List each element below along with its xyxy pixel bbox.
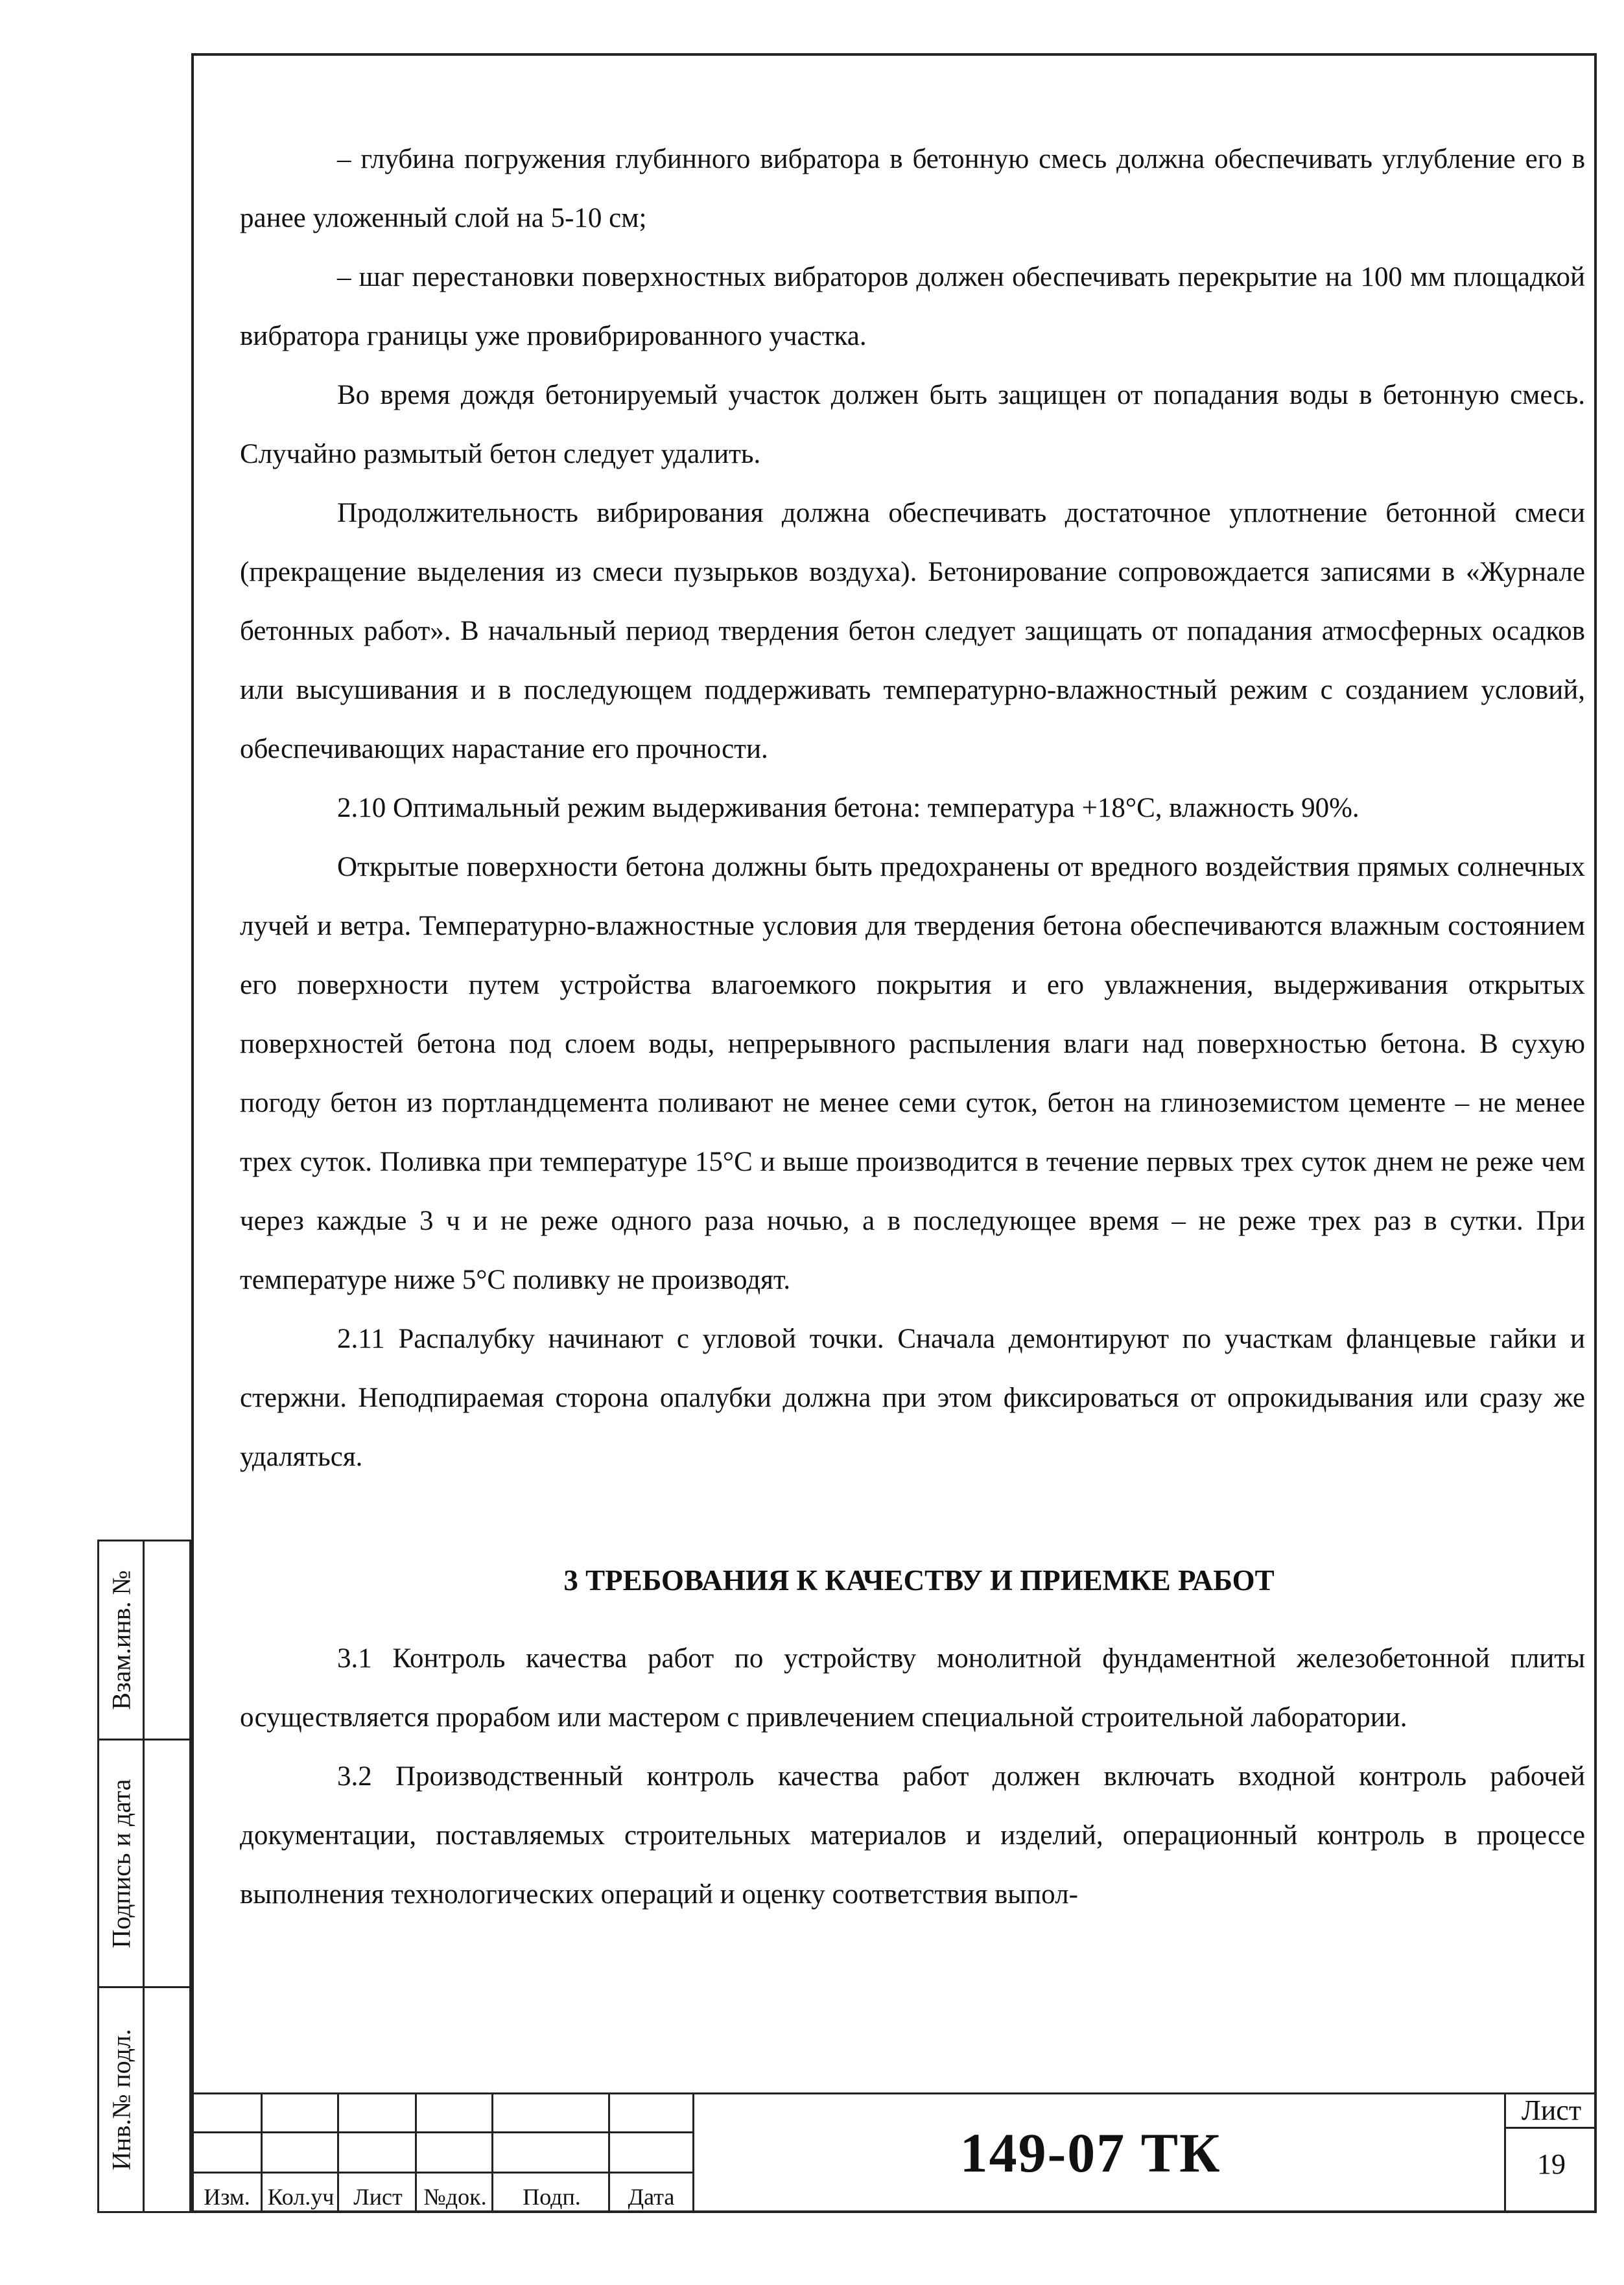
col-podp: Подп.: [523, 2184, 581, 2210]
paragraph-vibration-duration: Продолжительность вибрирования должна обеспечивать достаточное уплотнение бетонной смеси (прекращение выделения из смеси пузырьков воздуха). Бетонирование сопровождается записями в «Журнале бетонных работ». В начальный период твердения бетон следует защищать от попадания атмосферных осадков или высушивания и в последующем поддерживать температурно-влажностный режим с созданием условий, обеспечивающих нарастание его прочности.: [240, 498, 1585, 764]
col-izm: Изм.: [204, 2184, 250, 2210]
side-label-podpis: Подпись и дата: [106, 1778, 135, 1949]
col-ndok: №док.: [423, 2184, 487, 2210]
side-box-podpis: [97, 1739, 191, 1988]
side-stamp: [97, 1540, 191, 2213]
paragraph-2-10: 2.10 Оптимальный режим выдерживания бетона: температура +18°С, влажность 90%.: [337, 793, 1359, 823]
paragraph-2-11: 2.11 Распалубку начинают с угловой точки. Сначала демонтируют по участкам фланцевые гайки и стержни. Неподпираемая сторона опалубки должна при этом фиксироваться от опрокидывания или сразу же удаляться.: [240, 1324, 1585, 1472]
document-body: [240, 130, 1585, 1924]
document-code: 149-07 ТК: [692, 2092, 1487, 2213]
side-box-vzam: [97, 1540, 191, 1740]
col-kol-uch: Кол.уч: [267, 2184, 335, 2210]
paragraph-rain: Во время дождя бетонируемый участок должен быть защищен от попадания воды в бетонную смесь. Случайно размытый бетон следует удалить.: [240, 380, 1585, 469]
sheet-box: [1504, 2092, 1597, 2213]
revision-grid: [191, 2092, 692, 2213]
paragraph-3-1: 3.1 Контроль качества работ по устройству монолитной фундаментной железобетонной плиты осуществляется прорабом или мастером с привлечением специальной строительной лаборатории.: [240, 1643, 1585, 1733]
paragraph-vibrator-step: – шаг перестановки поверхностных вибраторов должен обеспечивать перекрытие на 100 мм площадкой вибратора границы уже провибрированного участка.: [240, 262, 1585, 351]
paragraph-vibrator-depth: – глубина погружения глубинного вибратора в бетонную смесь должна обеспечивать углубление его в ранее уложенный слой на 5-10 см;: [240, 144, 1585, 233]
sheet-number: 19: [1537, 2148, 1566, 2180]
side-label-vzam: Взам.инв. №: [106, 1570, 135, 1710]
side-label-inv: Инв.№ подл.: [106, 2029, 135, 2170]
section-heading: 3 ТРЕБОВАНИЯ К КАЧЕСТВУ И ПРИЕМКЕ РАБОТ: [563, 1564, 1275, 1597]
paragraph-3-2: 3.2 Производственный контроль качества работ должен включать входной контроль рабочей документации, поставляемых строительных материалов и изделий, операционный контроль в процессе выполнения технологических операций и оценку соответствия выпол-: [240, 1761, 1585, 1910]
col-list: Лист: [353, 2184, 403, 2210]
sheet-label: Лист: [1506, 2092, 1597, 2129]
side-box-inv: [97, 1986, 191, 2213]
paragraph-open-surfaces: Открытые поверхности бетона должны быть предохранены от вредного воздействия прямых солнечных лучей и ветра. Температурно-влажностные условия для твердения бетона обеспечиваются влажным состоянием его поверхности путем устройства влагоемкого покрытия и его увлажнения, выдерживания открытых поверхностей бетона под слоем воды, непрерывного распыления влаги над поверхностью бетона. В сухую погоду бетон из портландцемента поливают не менее семи суток, бетон на глиноземистом цементе – не менее трех суток. Поливка при температуре 15°С и выше производится в течение первых трех суток днем не реже чем через каждые 3 ч и не реже одного раза ночью, а в последующее время – не реже трех раз в сутки. При температуре ниже 5°С поливку не производят.: [240, 852, 1585, 1295]
col-data: Дата: [628, 2184, 675, 2210]
title-block: [191, 2092, 1597, 2213]
